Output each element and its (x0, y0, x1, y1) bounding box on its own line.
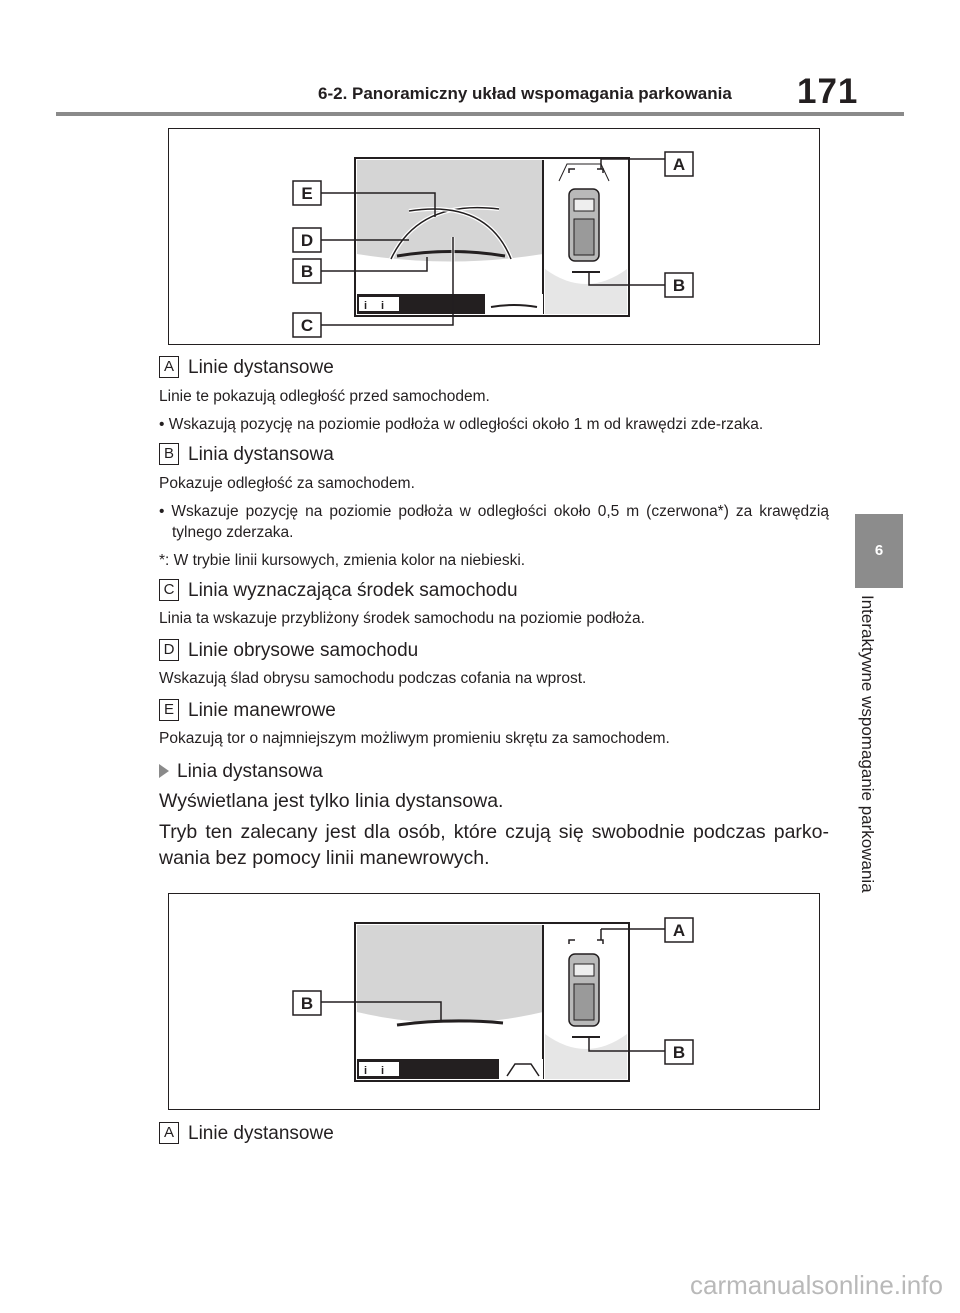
item-b-description: Pokazuje odległość za samochodem. (159, 475, 415, 492)
figure-1 (168, 128, 820, 345)
page-number: 171 (797, 72, 859, 111)
svg-text:i: i (364, 1065, 368, 1077)
chapter-tab: 6 (855, 514, 903, 588)
item-e-heading: E Linie manewrowe (159, 699, 829, 722)
chapter-side-label: Interaktywne wspomaganie parkowania (858, 595, 877, 893)
section-paragraph-2: Tryb ten zalecany jest dla osób, które czują się swobodnie podczas parko-wania bez pomocy linii manewrowych. (159, 821, 829, 869)
section-paragraph-1: Wyświetlana jest tylko linia dystansowa. (159, 790, 504, 812)
svg-text:i: i (381, 1065, 385, 1077)
arrow-right-icon (159, 764, 169, 778)
figure-1-label-c: C (300, 316, 314, 335)
figure-2-illustration (169, 894, 819, 1109)
header-divider (56, 112, 904, 116)
figure-1-label-b-right: B (672, 276, 686, 295)
header-title: 6-2. Panoramiczny układ wspomagania parkowania (318, 84, 732, 103)
item-d-description: Wskazują ślad obrysu samochodu podczas cofania na wprost. (159, 670, 587, 687)
item-e-description: Pokazują tor o najmniejszym możliwym promieniu skrętu za samochodem. (159, 730, 670, 747)
figure-1-label-d: D (300, 231, 314, 250)
figure-2-label-b-right: B (672, 1043, 686, 1062)
item-d-heading: D Linie obrysowe samochodu (159, 639, 829, 662)
item-a-bullet: • Wskazują pozycję na poziomie podłoża w odległości około 1 m od krawędzi zde-rzaka. (159, 416, 764, 433)
figure-1-illustration (169, 129, 819, 344)
item-b-heading: B Linia dystansowa (159, 443, 829, 466)
section-heading: Linia dystansowa (159, 761, 829, 783)
figure-1-label-b-left: B (300, 262, 314, 281)
item-a-description: Linie te pokazują odległość przed samochodem. (159, 388, 490, 405)
item-a-heading: A Linie dystansowe (159, 356, 829, 379)
figure-2 (168, 893, 820, 1110)
svg-text:i: i (364, 300, 368, 312)
item-c-heading: C Linia wyznaczająca środek samochodu (159, 579, 829, 602)
figure-2-label-a: A (672, 921, 686, 940)
item-c-description: Linia ta wskazuje przybliżony środek samochodu na poziomie podłoża. (159, 610, 645, 627)
item-b-bullet: • Wskazuje pozycję na poziomie podłoża w odległości około 0,5 m (czerwona*) za krawędzią tylnego zderzaka. (159, 503, 829, 541)
figure-1-label-e: E (301, 184, 313, 203)
watermark: carmanualsonline.info (690, 1270, 943, 1300)
figure-1-label-a: A (672, 155, 686, 174)
items-block (159, 356, 829, 871)
item-after-heading: A Linie dystansowe (159, 1122, 334, 1145)
item-b-footnote: *: W trybie linii kursowych, zmienia kolor na niebieski. (159, 552, 526, 569)
svg-text:i: i (381, 300, 385, 312)
figure-2-label-b-left: B (300, 994, 314, 1013)
